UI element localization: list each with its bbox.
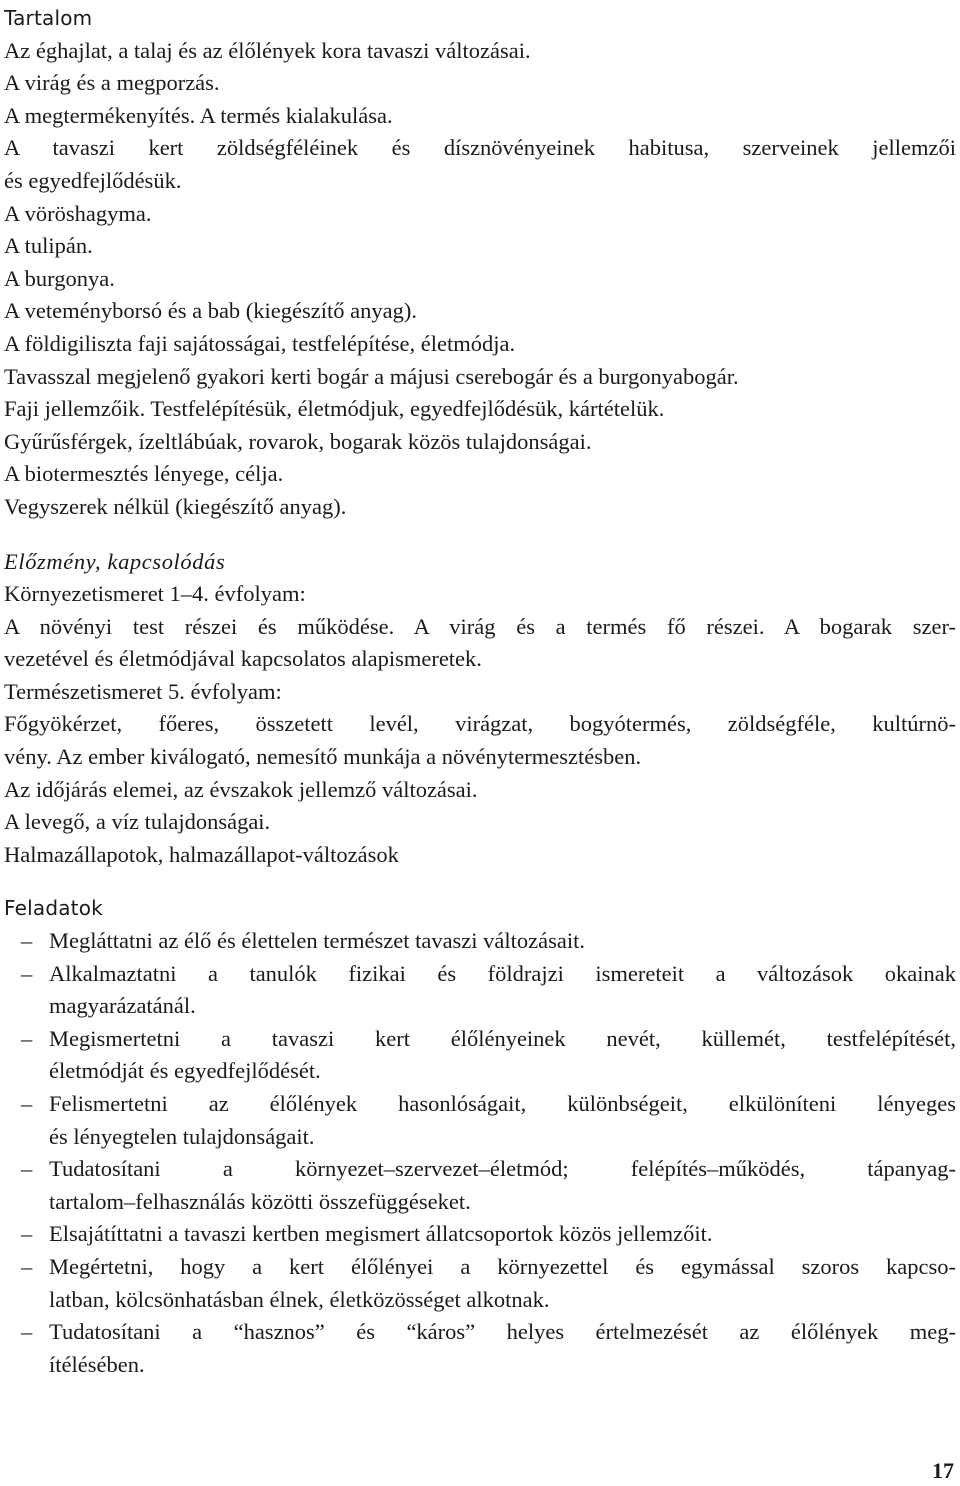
section-heading-tartalom: Tartalom <box>4 6 93 30</box>
tartalom-line: A virág és a megporzás. <box>4 70 220 96</box>
task-item <box>4 1251 956 1316</box>
tartalom-line: A burgonya. <box>4 265 115 291</box>
dash-bullet: – <box>21 1319 33 1345</box>
tartalom-line: Gyűrűsférgek, ízeltlábúak, rovarok, bogarak közös tulajdonságai. <box>4 428 592 454</box>
elozmeny-line: vény. Az ember kiválogató, nemesítő munkája a növénytermesztésben. <box>4 744 642 770</box>
task-line: tartalom–felhasználás közötti összefüggéseket. <box>49 1188 471 1214</box>
tartalom-line: A földigiliszta faji sajátosságai, testfelépítése, életmódja. <box>4 330 516 356</box>
task-line: és lényegtelen tulajdonságait. <box>49 1123 315 1149</box>
task-line: életmódját és egyedfejlődését. <box>49 1058 321 1084</box>
tartalom-line: A veteményborsó és a bab (kiegészítő anyag). <box>4 298 417 324</box>
tartalom-list <box>4 35 956 524</box>
tartalom-line: A tulipán. <box>4 233 93 259</box>
elozmeny-line: vezetével és életmódjával kapcsolatos alapismeretek. <box>4 646 482 672</box>
elozmeny-list <box>4 578 956 871</box>
task-item <box>4 925 956 958</box>
document-page <box>4 2 956 1381</box>
task-line: Alkalmaztatni a tanulók fizikai és földrajzi ismereteit a változások okainak <box>49 960 956 986</box>
task-item <box>4 1316 956 1381</box>
tartalom-line: Faji jellemzőik. Testfelépítésük, életmódjuk, egyedfejlődésük, kártételük. <box>4 396 665 422</box>
task-item <box>4 1023 956 1088</box>
section-gap <box>4 524 956 546</box>
section-heading-feladatok: Feladatok <box>4 896 103 921</box>
tartalom-line: és egyedfejlődésük. <box>4 167 182 193</box>
tartalom-line: A vöröshagyma. <box>4 200 152 226</box>
dash-bullet: – <box>21 1156 33 1182</box>
task-item <box>4 958 956 1023</box>
tartalom-line: A megtermékenyítés. A termés kialakulása. <box>4 102 393 128</box>
section-gap <box>4 871 956 892</box>
tartalom-line: A biotermesztés lényege, célja. <box>4 461 284 487</box>
task-line: magyarázatánál. <box>49 993 196 1019</box>
task-line: Tudatosítani a “hasznos” és “káros” helyes értelmezését az élőlények meg- <box>49 1319 956 1345</box>
elozmeny-line: Halmazállapotok, halmazállapot-változások <box>4 841 399 867</box>
page-number: 17 <box>932 1458 954 1483</box>
elozmeny-line: Természetismeret 5. évfolyam: <box>4 678 282 704</box>
task-line: Elsajátíttatni a tavaszi kertben megismert állatcsoportok közös jellemzőit. <box>49 1221 713 1247</box>
feladatok-list <box>4 925 956 1381</box>
elozmeny-line: A levegő, a víz tulajdonságai. <box>4 809 271 835</box>
task-item <box>4 1088 956 1153</box>
task-item <box>4 1153 956 1218</box>
task-line: Megismertetni a tavaszi kert élőlényeinek nevét, küllemét, testfelépítését, <box>49 1025 956 1051</box>
tartalom-line: A tavaszi kert zöldségféléinek és dísznövényeinek habitusa, szerveinek jellemzői <box>4 135 956 161</box>
dash-bullet: – <box>21 1091 33 1116</box>
task-item <box>4 1218 956 1251</box>
elozmeny-line: Az időjárás elemei, az évszakok jellemző változásai. <box>4 776 478 802</box>
task-line: Megláttatni az élő és élettelen természet tavaszi változásait. <box>49 928 586 954</box>
dash-bullet: – <box>21 1221 33 1247</box>
task-line: latban, kölcsönhatásban élnek, életközösséget alkotnak. <box>49 1286 550 1312</box>
dash-bullet: – <box>21 1025 33 1051</box>
task-line: Felismertetni az élőlények hasonlóságait, különbségeit, elkülöníteni lényeges <box>49 1091 956 1116</box>
elozmeny-line: Főgyökérzet, főeres, összetett levél, virágzat, bogyótermés, zöldségféle, kultúrnö- <box>4 711 956 737</box>
task-line: ítélésében. <box>49 1351 145 1377</box>
section-heading-elozmeny: Előzmény, kapcsolódás <box>4 548 226 574</box>
tartalom-line: Az éghajlat, a talaj és az élőlények kora tavaszi változásai. <box>4 37 531 63</box>
task-line: Megértetni, hogy a kert élőlényei a környezettel és egymással szoros kapcso- <box>49 1253 956 1279</box>
tartalom-line: Vegyszerek nélkül (kiegészítő anyag). <box>4 493 347 519</box>
elozmeny-line: A növényi test részei és működése. A virág és a termés fő részei. A bogarak szer- <box>4 613 956 639</box>
elozmeny-line: Környezetismeret 1–4. évfolyam: <box>4 581 306 607</box>
dash-bullet: – <box>21 928 33 954</box>
dash-bullet: – <box>21 960 33 986</box>
task-line: Tudatosítani a környezet–szervezet–életmód; felépítés–működés, tápanyag- <box>49 1156 956 1182</box>
tartalom-line: Tavasszal megjelenő gyakori kerti bogár a májusi cserebogár és a burgonyabogár. <box>4 363 739 389</box>
dash-bullet: – <box>21 1253 33 1279</box>
